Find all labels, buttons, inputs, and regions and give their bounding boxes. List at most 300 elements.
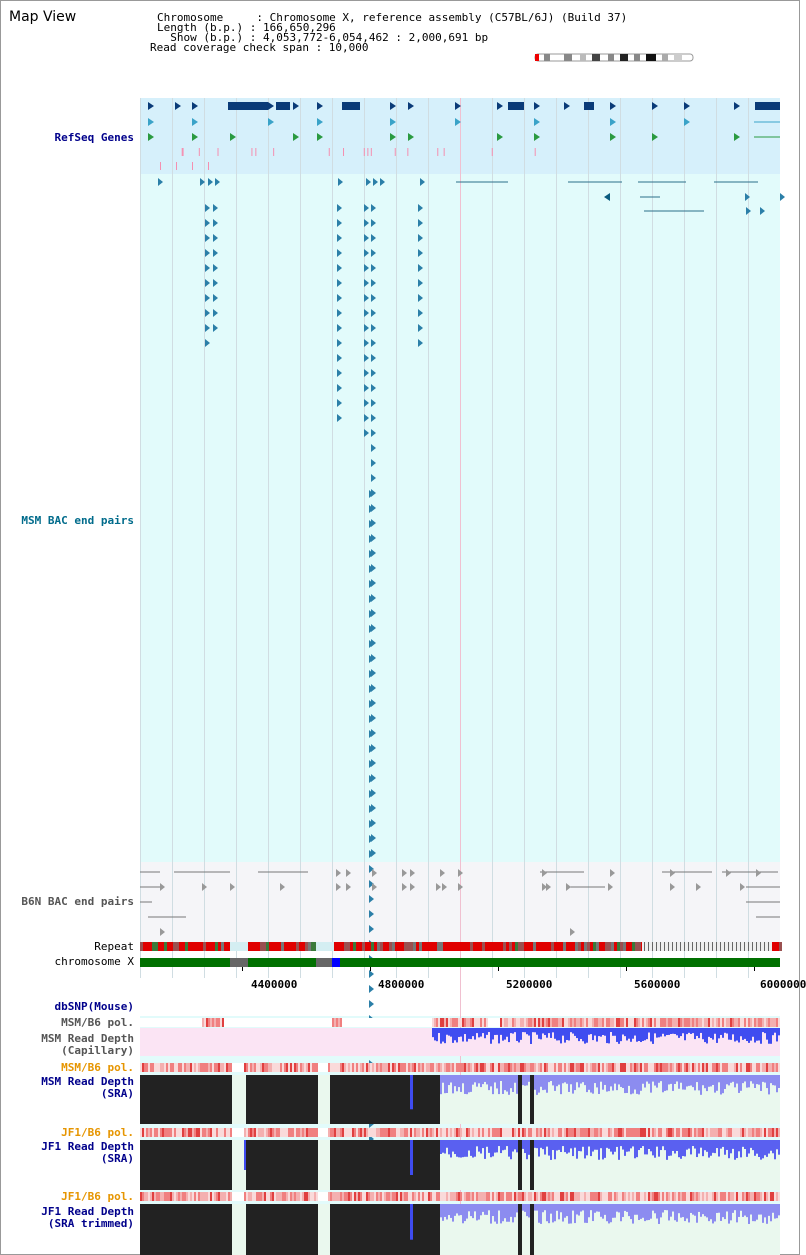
pol-segment bbox=[474, 1018, 476, 1027]
depth-bar bbox=[484, 1028, 486, 1038]
pol-segment bbox=[634, 1018, 636, 1027]
pol-segment bbox=[462, 1192, 464, 1201]
pol-segment bbox=[656, 1063, 658, 1072]
bac-mark bbox=[369, 925, 374, 933]
pol-segment bbox=[186, 1018, 188, 1027]
pol-segment bbox=[272, 1018, 274, 1027]
pol-segment bbox=[164, 1192, 166, 1201]
pol-segment bbox=[564, 1018, 566, 1027]
gene-tick bbox=[364, 148, 365, 156]
pol-segment bbox=[614, 1018, 616, 1027]
pol-segment bbox=[694, 1192, 696, 1201]
pol-segment bbox=[150, 1192, 152, 1201]
repeat-segment bbox=[728, 942, 729, 951]
tracks-graphic bbox=[140, 98, 780, 1255]
pol-segment bbox=[478, 1018, 480, 1027]
depth-bar bbox=[678, 1028, 680, 1038]
repeat-segment bbox=[632, 942, 635, 951]
pol-segment bbox=[342, 1128, 344, 1137]
pol-segment bbox=[294, 1192, 296, 1201]
depth-bar bbox=[610, 1028, 612, 1032]
pol-segment bbox=[334, 1128, 336, 1137]
pol-segment bbox=[674, 1063, 676, 1072]
pol-segment bbox=[158, 1192, 160, 1201]
repeat-segment bbox=[152, 942, 155, 951]
pol-segment bbox=[722, 1128, 724, 1137]
depth-bar bbox=[658, 1204, 660, 1224]
depth-bar bbox=[474, 1204, 476, 1211]
track-label-jf1-b6-pol-1[interactable]: JF1/B6 pol. bbox=[61, 1126, 134, 1139]
repeat-segment bbox=[302, 942, 305, 951]
depth-bar bbox=[552, 1204, 554, 1222]
gene-mark bbox=[293, 102, 299, 110]
repeat-segment bbox=[203, 942, 206, 951]
pol-segment bbox=[582, 1063, 584, 1072]
track-label-msm-depth-sra[interactable]: MSM Read Depth (SRA) bbox=[41, 1075, 134, 1100]
depth-bar bbox=[516, 1204, 518, 1212]
depth-bar bbox=[586, 1140, 588, 1155]
repeat-segment bbox=[350, 942, 353, 951]
repeat-segment bbox=[398, 942, 401, 951]
depth-bar bbox=[690, 1140, 692, 1154]
depth-bar bbox=[576, 1140, 578, 1159]
depth-bar bbox=[736, 1075, 738, 1084]
pol-segment bbox=[156, 1128, 158, 1137]
repeat-segment bbox=[227, 942, 230, 951]
depth-bar bbox=[544, 1140, 546, 1155]
track-label-jf1-depth-trimmed[interactable]: JF1 Read Depth (SRA trimmed) bbox=[41, 1205, 134, 1230]
pol-segment bbox=[360, 1018, 362, 1027]
depth-bar bbox=[480, 1140, 482, 1154]
depth-bar bbox=[536, 1204, 538, 1211]
depth-bar bbox=[434, 1028, 436, 1040]
grid-line bbox=[588, 98, 589, 978]
bac-mark bbox=[418, 309, 423, 317]
pol-segment bbox=[754, 1018, 756, 1027]
repeat-segment bbox=[605, 942, 608, 951]
gene-mark bbox=[192, 133, 198, 141]
pol-segment bbox=[488, 1192, 490, 1201]
pol-segment bbox=[698, 1063, 700, 1072]
depth-bar bbox=[678, 1204, 680, 1213]
depth-bar bbox=[760, 1140, 762, 1160]
pol-segment bbox=[702, 1018, 704, 1027]
pol-segment bbox=[212, 1192, 214, 1201]
depth-bar bbox=[754, 1075, 756, 1088]
pol-segment bbox=[144, 1018, 146, 1027]
pol-segment bbox=[302, 1063, 304, 1072]
pol-segment bbox=[160, 1063, 162, 1072]
pol-segment bbox=[188, 1192, 190, 1201]
gene-mark bbox=[684, 118, 690, 126]
track-label-jf1-depth-sra[interactable]: JF1 Read Depth (SRA) bbox=[41, 1140, 134, 1165]
depth-bar bbox=[724, 1204, 726, 1219]
pol-segment bbox=[370, 1128, 372, 1137]
depth-bar bbox=[716, 1140, 718, 1148]
gene-tick bbox=[395, 148, 396, 156]
pol-segment bbox=[620, 1128, 622, 1137]
depth-bar bbox=[736, 1204, 738, 1222]
track-label-msm-b6-pol-1[interactable]: MSM/B6 pol. bbox=[61, 1016, 134, 1029]
pol-segment bbox=[200, 1128, 202, 1137]
depth-bar bbox=[498, 1140, 500, 1146]
pol-segment bbox=[650, 1192, 652, 1201]
depth-saturated bbox=[518, 1204, 522, 1255]
repeat-segment bbox=[266, 942, 269, 951]
depth-bar bbox=[710, 1075, 712, 1086]
pol-segment bbox=[170, 1128, 172, 1137]
depth-bar bbox=[526, 1075, 528, 1085]
pol-segment bbox=[358, 1063, 360, 1072]
repeat-segment bbox=[608, 942, 611, 951]
depth-bar bbox=[410, 1204, 413, 1240]
depth-bar bbox=[764, 1204, 766, 1217]
pol-segment bbox=[192, 1063, 194, 1072]
pol-segment bbox=[260, 1063, 262, 1072]
depth-bar bbox=[704, 1140, 706, 1150]
pol-segment bbox=[688, 1128, 690, 1137]
depth-bar bbox=[698, 1204, 700, 1212]
pol-segment bbox=[626, 1192, 628, 1201]
pol-segment bbox=[736, 1192, 738, 1201]
pol-segment bbox=[236, 1063, 238, 1072]
depth-bar bbox=[466, 1028, 468, 1042]
depth-bar bbox=[438, 1028, 440, 1033]
b6n-mark bbox=[410, 869, 415, 877]
depth-bar bbox=[476, 1140, 478, 1146]
depth-bar bbox=[524, 1028, 526, 1032]
depth-bar bbox=[660, 1204, 662, 1217]
pol-segment bbox=[382, 1018, 384, 1027]
pol-segment bbox=[346, 1192, 348, 1201]
pol-segment bbox=[582, 1192, 584, 1201]
depth-bar bbox=[592, 1075, 594, 1094]
pol-segment bbox=[602, 1018, 604, 1027]
depth-bar bbox=[530, 1028, 532, 1044]
pol-segment bbox=[474, 1063, 476, 1072]
depth-bar bbox=[528, 1140, 530, 1155]
bac-mark bbox=[371, 339, 376, 347]
gene-tick bbox=[255, 148, 256, 156]
bac-mark bbox=[369, 895, 374, 903]
pol-segment bbox=[716, 1063, 718, 1072]
pol-segment bbox=[206, 1018, 208, 1027]
pol-segment bbox=[620, 1192, 622, 1201]
pol-segment bbox=[538, 1018, 540, 1027]
pol-segment bbox=[376, 1192, 378, 1201]
depth-bar bbox=[668, 1140, 670, 1156]
track-label-msm-bac[interactable]: MSM BAC end pairs bbox=[21, 514, 134, 527]
depth-bar bbox=[584, 1204, 586, 1223]
pol-segment bbox=[390, 1018, 392, 1027]
depth-bar bbox=[470, 1140, 472, 1156]
axis-tick-label: 5200000 bbox=[506, 978, 553, 991]
repeat-segment bbox=[149, 942, 152, 951]
depth-bar bbox=[478, 1075, 480, 1083]
pol-segment bbox=[740, 1063, 742, 1072]
pol-segment bbox=[452, 1063, 454, 1072]
depth-bar bbox=[510, 1075, 512, 1088]
depth-bar bbox=[724, 1028, 726, 1033]
pol-segment bbox=[232, 1063, 234, 1072]
repeat-segment bbox=[368, 942, 371, 951]
depth-bar bbox=[674, 1140, 676, 1153]
pol-segment bbox=[566, 1192, 568, 1201]
pol-segment bbox=[554, 1063, 556, 1072]
pol-segment bbox=[544, 1063, 546, 1072]
depth-bar bbox=[642, 1075, 644, 1084]
depth-bar bbox=[528, 1075, 530, 1082]
pol-segment bbox=[268, 1128, 270, 1137]
bac-mark bbox=[369, 970, 374, 978]
pol-segment bbox=[208, 1063, 210, 1072]
pol-segment bbox=[234, 1192, 236, 1201]
pol-segment bbox=[274, 1018, 276, 1027]
depth-bar bbox=[772, 1028, 774, 1035]
repeat-segment bbox=[248, 942, 251, 951]
pol-segment bbox=[724, 1063, 726, 1072]
depth-bar bbox=[634, 1204, 636, 1215]
repeat-segment bbox=[224, 942, 227, 951]
track-label-b6n-bac[interactable]: B6N BAC end pairs bbox=[21, 895, 134, 908]
pol-segment bbox=[172, 1018, 174, 1027]
bac-mark bbox=[371, 414, 376, 422]
depth-saturated bbox=[246, 1140, 318, 1190]
pol-segment bbox=[274, 1063, 276, 1072]
depth-bar bbox=[684, 1028, 686, 1040]
bac-mark bbox=[213, 264, 218, 272]
pol-segment bbox=[220, 1018, 222, 1027]
pol-segment bbox=[418, 1128, 420, 1137]
depth-bar bbox=[638, 1075, 640, 1094]
pol-segment bbox=[684, 1128, 686, 1137]
pol-segment bbox=[758, 1192, 760, 1201]
pol-segment bbox=[748, 1192, 750, 1201]
depth-bar bbox=[604, 1204, 606, 1215]
pol-segment bbox=[696, 1128, 698, 1137]
pol-segment bbox=[612, 1128, 614, 1137]
pol-segment bbox=[756, 1018, 758, 1027]
depth-bar bbox=[612, 1028, 614, 1036]
pol-segment bbox=[472, 1192, 474, 1201]
b6n-mark bbox=[610, 869, 615, 877]
pol-segment bbox=[672, 1128, 674, 1137]
pol-segment bbox=[192, 1128, 194, 1137]
chromosome-gap bbox=[332, 958, 340, 967]
pol-segment bbox=[520, 1192, 522, 1201]
pol-segment bbox=[530, 1018, 532, 1027]
pol-segment bbox=[400, 1192, 402, 1201]
depth-bar bbox=[456, 1075, 458, 1091]
pol-segment bbox=[474, 1128, 476, 1137]
depth-bar bbox=[504, 1075, 506, 1090]
pol-segment bbox=[498, 1018, 500, 1027]
repeat-segment bbox=[530, 942, 533, 951]
repeat-segment bbox=[251, 942, 254, 951]
pol-segment bbox=[280, 1128, 282, 1137]
gene-mark bbox=[268, 102, 274, 110]
pol-segment bbox=[242, 1192, 244, 1201]
depth-bar bbox=[494, 1075, 496, 1082]
pol-segment bbox=[158, 1063, 160, 1072]
pol-segment bbox=[660, 1128, 662, 1137]
pol-segment bbox=[652, 1192, 654, 1201]
depth-bar bbox=[750, 1028, 752, 1041]
repeat-segment bbox=[620, 942, 623, 951]
repeat-segment bbox=[566, 942, 569, 951]
pol-segment bbox=[190, 1128, 192, 1137]
pol-segment bbox=[562, 1063, 564, 1072]
pol-segment bbox=[308, 1192, 310, 1201]
pol-segment bbox=[374, 1063, 376, 1072]
pol-segment bbox=[442, 1128, 444, 1137]
pol-segment bbox=[572, 1192, 574, 1201]
pol-segment bbox=[612, 1063, 614, 1072]
pol-segment bbox=[178, 1128, 180, 1137]
gene-tick bbox=[182, 148, 183, 156]
depth-bar bbox=[670, 1028, 672, 1034]
pol-segment bbox=[230, 1063, 232, 1072]
pol-segment bbox=[218, 1018, 220, 1027]
pol-segment bbox=[422, 1192, 424, 1201]
pol-segment bbox=[458, 1063, 460, 1072]
pol-segment bbox=[144, 1063, 146, 1072]
depth-bar bbox=[768, 1140, 770, 1154]
track-label-msm-b6-pol-2[interactable]: MSM/B6 pol. bbox=[61, 1061, 134, 1074]
pol-segment bbox=[268, 1063, 270, 1072]
pol-segment bbox=[306, 1192, 308, 1201]
depth-bar bbox=[776, 1028, 778, 1041]
bac-mark bbox=[337, 234, 342, 242]
gene-mark bbox=[390, 133, 396, 141]
pol-segment bbox=[526, 1063, 528, 1072]
pol-segment bbox=[230, 1018, 232, 1027]
bac-mark bbox=[364, 264, 369, 272]
pol-segment bbox=[628, 1018, 630, 1027]
pol-segment bbox=[244, 1063, 246, 1072]
grid-line bbox=[556, 98, 557, 978]
depth-bar bbox=[610, 1075, 612, 1086]
depth-bar bbox=[720, 1075, 722, 1094]
pol-segment bbox=[262, 1192, 264, 1201]
pol-segment bbox=[314, 1192, 316, 1201]
track-label-jf1-b6-pol-2[interactable]: JF1/B6 pol. bbox=[61, 1190, 134, 1203]
depth-bar bbox=[658, 1075, 660, 1083]
pol-segment bbox=[510, 1018, 512, 1027]
track-label-refseq[interactable]: RefSeq Genes bbox=[54, 131, 134, 144]
pol-segment bbox=[198, 1128, 200, 1137]
pol-segment bbox=[434, 1128, 436, 1137]
pol-segment bbox=[338, 1018, 340, 1027]
pol-segment bbox=[380, 1128, 382, 1137]
pol-segment bbox=[178, 1063, 180, 1072]
pol-segment bbox=[198, 1192, 200, 1201]
depth-bar bbox=[534, 1140, 536, 1148]
track-label-msm-depth-capillary[interactable]: MSM Read Depth (Capillary) bbox=[41, 1032, 134, 1057]
depth-bar bbox=[524, 1204, 526, 1212]
pol-segment bbox=[584, 1018, 586, 1027]
depth-bar bbox=[700, 1028, 702, 1033]
pol-segment bbox=[242, 1018, 244, 1027]
pol-segment bbox=[330, 1018, 332, 1027]
repeat-segment bbox=[660, 942, 661, 951]
repeat-segment bbox=[590, 942, 593, 951]
pol-segment bbox=[156, 1018, 158, 1027]
depth-bar bbox=[540, 1140, 542, 1148]
depth-bar bbox=[580, 1028, 582, 1039]
pol-segment bbox=[496, 1018, 498, 1027]
pol-segment bbox=[596, 1128, 598, 1137]
pol-segment bbox=[734, 1018, 736, 1027]
depth-bar bbox=[490, 1204, 492, 1224]
bac-mark bbox=[364, 384, 369, 392]
pol-segment bbox=[490, 1018, 492, 1027]
depth-bar bbox=[466, 1204, 468, 1219]
pol-segment bbox=[686, 1128, 688, 1137]
pol-segment bbox=[426, 1063, 428, 1072]
pol-segment bbox=[400, 1128, 402, 1137]
depth-bar bbox=[468, 1028, 470, 1039]
gene-mark bbox=[497, 102, 503, 110]
pol-segment bbox=[392, 1063, 394, 1072]
depth-bar bbox=[670, 1075, 672, 1084]
pol-segment bbox=[638, 1128, 640, 1137]
gene-mark bbox=[734, 102, 740, 110]
pol-segment bbox=[414, 1063, 416, 1072]
pol-segment bbox=[222, 1128, 224, 1137]
pol-segment bbox=[372, 1063, 374, 1072]
repeat-segment bbox=[664, 942, 665, 951]
bac-mark bbox=[337, 414, 342, 422]
genome-browser-plot[interactable] bbox=[140, 98, 780, 1255]
depth-bar bbox=[612, 1204, 614, 1218]
bac-mark bbox=[205, 204, 210, 212]
depth-bar bbox=[668, 1204, 670, 1220]
pol-segment bbox=[456, 1192, 458, 1201]
pol-segment bbox=[726, 1063, 728, 1072]
repeat-segment bbox=[176, 942, 179, 951]
depth-bar bbox=[558, 1075, 560, 1085]
depth-bar bbox=[474, 1075, 476, 1082]
pol-segment bbox=[494, 1192, 496, 1201]
depth-bar bbox=[546, 1028, 548, 1038]
bac-mark bbox=[205, 264, 210, 272]
depth-bar bbox=[452, 1140, 454, 1152]
depth-bar bbox=[592, 1140, 594, 1152]
pol-segment bbox=[646, 1063, 648, 1072]
pol-segment bbox=[224, 1128, 226, 1137]
depth-bar bbox=[666, 1204, 668, 1210]
track-label-dbsnp[interactable]: dbSNP(Mouse) bbox=[54, 1000, 134, 1013]
pol-segment bbox=[498, 1063, 500, 1072]
pol-segment bbox=[704, 1063, 706, 1072]
pol-segment bbox=[638, 1063, 640, 1072]
repeat-segment bbox=[341, 942, 344, 951]
pol-segment bbox=[226, 1128, 228, 1137]
depth-bar bbox=[566, 1140, 568, 1154]
pol-segment bbox=[242, 1063, 244, 1072]
pol-segment bbox=[324, 1128, 326, 1137]
pol-segment bbox=[368, 1192, 370, 1201]
chromosome-ideogram[interactable] bbox=[530, 52, 696, 63]
repeat-segment bbox=[732, 942, 733, 951]
pol-segment bbox=[542, 1192, 544, 1201]
pol-segment bbox=[528, 1192, 530, 1201]
depth-bar bbox=[604, 1028, 606, 1036]
pol-segment bbox=[550, 1018, 552, 1027]
depth-bar bbox=[692, 1028, 694, 1033]
pol-segment bbox=[606, 1063, 608, 1072]
